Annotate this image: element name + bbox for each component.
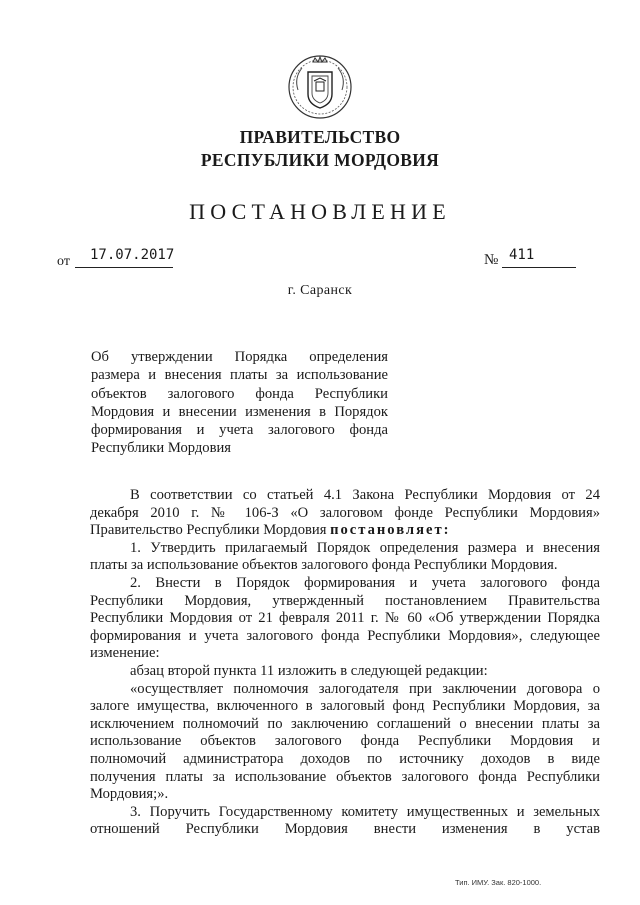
subject-line: формирования и учета залогового фонда (91, 422, 388, 439)
number-underline (502, 267, 576, 268)
subject-line: размера и внесения платы за использование (91, 367, 388, 384)
print-mark: Тип. ИМУ. Зак. 820-1000. (455, 878, 542, 887)
coat-of-arms-emblem-icon (284, 50, 356, 122)
body-line: формирования и учета залогового фонда Республики Мордовия», следующее (90, 627, 600, 644)
body-line: исключением полномочий по заключению соглашений о внесении платы за (90, 715, 600, 732)
document-type-title: ПОСТАНОВЛЕНИЕ (189, 199, 451, 224)
body-line: декабря 2010 г. № 106-З «О залоговом фонде Республики Мордовия» (90, 504, 600, 521)
document-subject (91, 348, 388, 458)
date-prefix: от (57, 254, 70, 269)
body-line: «осуществляет полномочия залогодателя при заключении договора о (130, 680, 600, 697)
body-line: получения платы за использование объектов залогового фонда Республики (90, 768, 600, 785)
org-title-line2: РЕСПУБЛИКИ МОРДОВИЯ (200, 150, 440, 170)
body-line: 1. Утвердить прилагаемый Порядок определения размера и внесения (130, 539, 600, 556)
body-line: абзац второй пункта 11 изложить в следующей редакции: (130, 662, 488, 679)
date-underline (75, 267, 173, 268)
body-line: 3. Поручить Государственному комитету имущественных и земельных (130, 803, 600, 820)
city-name: г. Саранск (287, 283, 353, 298)
subject-line: Об утверждении Порядка определения (91, 349, 388, 365)
preamble-text: Правительство Республики Мордовия (90, 522, 331, 539)
body-line: полномочий администратора доходов по источнику доходов в виде (90, 750, 600, 767)
body-line: залоге имущества, включенного в залоговый фонд Республики Мордовия, за (90, 698, 600, 715)
resolution-keyword: постановляет: (330, 522, 451, 539)
body-line: отношений Республики Мордовия внести изменения в устав (90, 821, 600, 838)
body-line: изменение: (90, 645, 160, 662)
document-date: 17.07.2017 (90, 247, 175, 263)
subject-line: Республики Мордовия (91, 440, 232, 457)
number-prefix: № (484, 252, 499, 268)
body-line: 2. Внести в Порядок формирования и учета залогового фонда (130, 574, 600, 591)
body-line: В соответствии со статьей 4.1 Закона Республики Мордовия от 24 (130, 487, 600, 503)
subject-line: объектов залогового фонда Республики (91, 385, 388, 402)
document-number: 411 (509, 247, 535, 263)
body-line (90, 522, 600, 540)
subject-line: Мордовия и внесении изменения в Порядок (91, 403, 388, 420)
body-line: Республики Мордовия, утвержденный постановлением Правительства (90, 592, 600, 609)
document-body (90, 487, 600, 839)
org-title-line1: ПРАВИТЕЛЬСТВО (239, 127, 401, 147)
body-line: Республики Мордовия от 21 февраля 2011 г. № 60 «Об утверждении Порядка (90, 610, 600, 627)
body-line: Мордовия;». (90, 786, 169, 803)
body-line: платы за использование объектов залогового фонда Республики Мордовия. (90, 557, 558, 574)
body-line: использование объектов залогового фонда Республики Мордовия и (90, 733, 600, 750)
